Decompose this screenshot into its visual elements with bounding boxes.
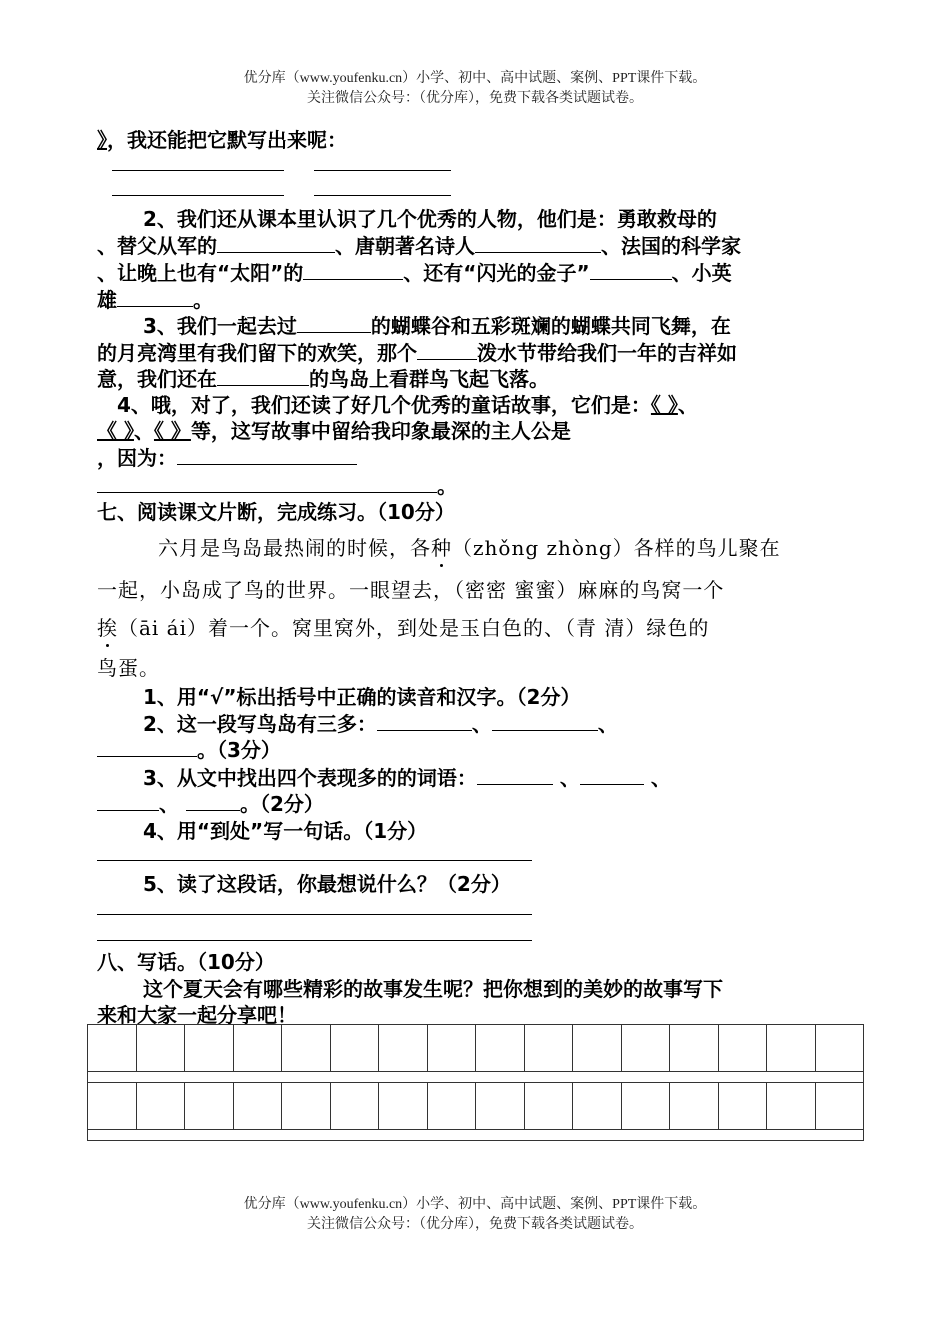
text: 3、我们一起去过: [143, 314, 297, 338]
q7-2-line-1: [143, 708, 618, 737]
q6-2-line-1: 2、我们还从课本里认识了几个优秀的人物，他们是：勇敢救母的: [143, 207, 717, 231]
writing-grid: [87, 1024, 864, 1141]
pinyin-choice-zhong[interactable]: （zhǒng zhòng）各样的鸟儿聚在: [452, 536, 781, 560]
grid-cell[interactable]: [137, 1025, 186, 1071]
answer-line-q5-2[interactable]: [97, 940, 532, 941]
pinyin-choice-ai[interactable]: （āi ái）着一个。窝里窝外，到处是玉白色的、（青 清）绿色的: [118, 616, 710, 640]
grid-cell[interactable]: [476, 1083, 525, 1129]
footer-line-2: 关注微信公众号：（优分库），免费下载各类试题试卷。: [307, 1217, 643, 1232]
text: 、还有“闪光的金子”: [403, 261, 590, 285]
sec7-title: 七、阅读课文片断，完成练习。（10分）: [97, 500, 455, 524]
grid-cell[interactable]: [816, 1083, 864, 1129]
text: 3、从文中找出四个表现多的的词语：: [143, 766, 477, 790]
grid-cell[interactable]: [282, 1025, 331, 1071]
text: 、小英: [671, 261, 732, 285]
grid-row-1: [88, 1025, 863, 1071]
header-line-2: 关注微信公众号：（优分库），免费下载各类试题试卷。: [307, 91, 643, 106]
text: 、: [552, 766, 580, 790]
text: 泼水节带给我们一年的吉祥如: [477, 341, 737, 365]
blank-hero[interactable]: [117, 288, 193, 307]
q6-2-line-3: [97, 257, 732, 286]
blank-word-3[interactable]: [97, 792, 159, 811]
dotted-char-zhong: 种: [431, 536, 452, 560]
grid-cell[interactable]: [379, 1025, 428, 1071]
blank-many-1[interactable]: [377, 712, 472, 731]
text: 、: [677, 393, 698, 417]
passage-line-3: [97, 612, 709, 641]
blank-many-3[interactable]: [97, 738, 197, 757]
grid-cell[interactable]: [719, 1083, 768, 1129]
text: 六月是鸟岛最热闹的时候，各: [158, 536, 431, 560]
poem-line-2b[interactable]: [314, 195, 451, 196]
grid-cell[interactable]: [185, 1083, 234, 1129]
q7-1: 1、用“√”标出括号中正确的读音和汉字。（2分）: [143, 685, 581, 709]
passage-line-2: 一起，小岛成了鸟的世界。一眼望去，（密密 蜜蜜）麻麻的鸟窝一个: [97, 578, 725, 602]
grid-row-2: [88, 1083, 863, 1129]
sec8-prompt-line-2: 来和大家一起分享吧！: [97, 1003, 297, 1027]
text: 。（2分）: [239, 792, 324, 816]
q6-4-line-2: [97, 415, 571, 444]
sec6-continuation: [97, 124, 347, 153]
title-blank-1[interactable]: 《 》: [650, 393, 678, 417]
blank-word-2[interactable]: [580, 766, 644, 785]
q7-4: 4、用“到处”写一句话。（1分）: [143, 819, 428, 843]
grid-cell[interactable]: [767, 1025, 816, 1071]
blank-edison[interactable]: [303, 261, 403, 280]
grid-cell[interactable]: [670, 1025, 719, 1071]
q7-2-line-2: [97, 734, 281, 763]
answer-line-q4[interactable]: [97, 860, 532, 861]
title-blank-3[interactable]: 《 》: [153, 419, 191, 443]
text: 。（3分）: [197, 738, 281, 762]
grid-cell[interactable]: [379, 1083, 428, 1129]
text: 等，这写故事中留给我印象最深的主人公是: [190, 419, 571, 443]
text: 。: [193, 288, 213, 312]
blank-mulan[interactable]: [217, 234, 335, 253]
grid-cell[interactable]: [185, 1025, 234, 1071]
grid-cell[interactable]: [525, 1025, 574, 1071]
blank-reason-2[interactable]: [97, 474, 437, 493]
footer-line-1: 优分库（www.youfenku.cn）小学、初中、高中试题、案例、PPT课件下载。: [243, 1197, 707, 1212]
sec8-prompt-line-1: 这个夏天会有哪些精彩的故事发生呢？把你想到的美妙的故事写下: [143, 977, 723, 1001]
text: 、: [159, 792, 186, 816]
grid-cell[interactable]: [88, 1025, 137, 1071]
text: 的鸟岛上看群鸟飞起飞落。: [309, 367, 549, 391]
title-blank-2[interactable]: 《 》: [97, 419, 134, 443]
q6-3-line-2: [97, 337, 737, 366]
poem-line-2a[interactable]: [112, 195, 284, 196]
grid-cell[interactable]: [137, 1083, 186, 1129]
grid-cell[interactable]: [670, 1083, 719, 1129]
grid-cell[interactable]: [331, 1083, 380, 1129]
grid-cell[interactable]: [282, 1083, 331, 1129]
grid-separator: [88, 1071, 863, 1083]
text: 、唐朝著名诗人: [335, 234, 475, 258]
text: 雄: [97, 288, 117, 312]
blank-place-3[interactable]: [217, 367, 309, 386]
grid-cell[interactable]: [331, 1025, 380, 1071]
q6-3-line-3: [97, 363, 549, 392]
blank-many-2[interactable]: [492, 712, 598, 731]
q6-2-line-4: [97, 284, 213, 313]
grid-cell[interactable]: [816, 1025, 864, 1071]
poem-line-1b[interactable]: [314, 170, 451, 171]
grid-cell[interactable]: [622, 1025, 671, 1071]
q6-4-line-1: [117, 389, 698, 418]
answer-line-q5-1[interactable]: [97, 914, 532, 915]
q6-2-line-2: [97, 230, 741, 259]
grid-cell[interactable]: [622, 1083, 671, 1129]
dotted-char-ai: 挨: [97, 616, 118, 640]
q6-3-line-1: [143, 310, 731, 339]
grid-cell[interactable]: [88, 1083, 137, 1129]
text: 、让晚上也有“太阳”的: [97, 261, 304, 285]
text: 、: [597, 712, 618, 736]
blank-reason-1[interactable]: [177, 446, 357, 465]
grid-cell[interactable]: [476, 1025, 525, 1071]
grid-cell[interactable]: [428, 1025, 477, 1071]
q6-4-line-3: [97, 442, 357, 471]
q7-3-line-2: [97, 788, 324, 817]
blank-poet[interactable]: [475, 234, 601, 253]
closing-bracket: 》: [97, 128, 107, 152]
blank-place-2[interactable]: [417, 341, 477, 360]
grid-cell[interactable]: [767, 1083, 816, 1129]
blank-place-1[interactable]: [297, 314, 371, 333]
passage-line-4: 鸟蛋。: [97, 656, 160, 680]
text: ，因为：: [97, 446, 177, 470]
grid-cell[interactable]: [234, 1083, 283, 1129]
grid-cell[interactable]: [573, 1083, 622, 1129]
grid-cell[interactable]: [234, 1025, 283, 1071]
grid-cell[interactable]: [573, 1025, 622, 1071]
continuation-text: ，我还能把它默写出来呢：: [107, 128, 347, 152]
text: 、: [471, 712, 492, 736]
sec8-title: 八、写话。（10分）: [97, 950, 275, 974]
blank-gold[interactable]: [590, 261, 672, 280]
text: 。: [437, 474, 457, 498]
q7-5: 5、读了这段话，你最想说什么？（2分）: [143, 872, 511, 896]
grid-separator: [88, 1129, 863, 1140]
blank-word-4[interactable]: [186, 792, 240, 811]
grid-cell[interactable]: [428, 1083, 477, 1129]
header-line-1: 优分库（www.youfenku.cn）小学、初中、高中试题、案例、PPT课件下载。: [243, 71, 707, 86]
text: 2、这一段写鸟岛有三多：: [143, 712, 377, 736]
poem-line-1a[interactable]: [112, 170, 284, 171]
q7-3-line-1: [143, 762, 671, 791]
text: 意，我们还在: [97, 367, 217, 391]
text: 、: [643, 766, 671, 790]
text: 、: [133, 419, 154, 443]
blank-word-1[interactable]: [477, 766, 553, 785]
text: 4、哦，对了，我们还读了好几个优秀的童话故事，它们是：: [117, 393, 651, 417]
text: 、替父从军的: [97, 234, 217, 258]
q6-4-line-4: [97, 470, 457, 499]
text: 的蝴蝶谷和五彩斑斓的蝴蝶共同飞舞，在: [370, 314, 731, 338]
grid-cell[interactable]: [525, 1083, 574, 1129]
grid-cell[interactable]: [719, 1025, 768, 1071]
passage-line-1: [158, 532, 781, 561]
text: 的月亮湾里有我们留下的欢笑，那个: [97, 341, 417, 365]
text: 、法国的科学家: [601, 234, 741, 258]
